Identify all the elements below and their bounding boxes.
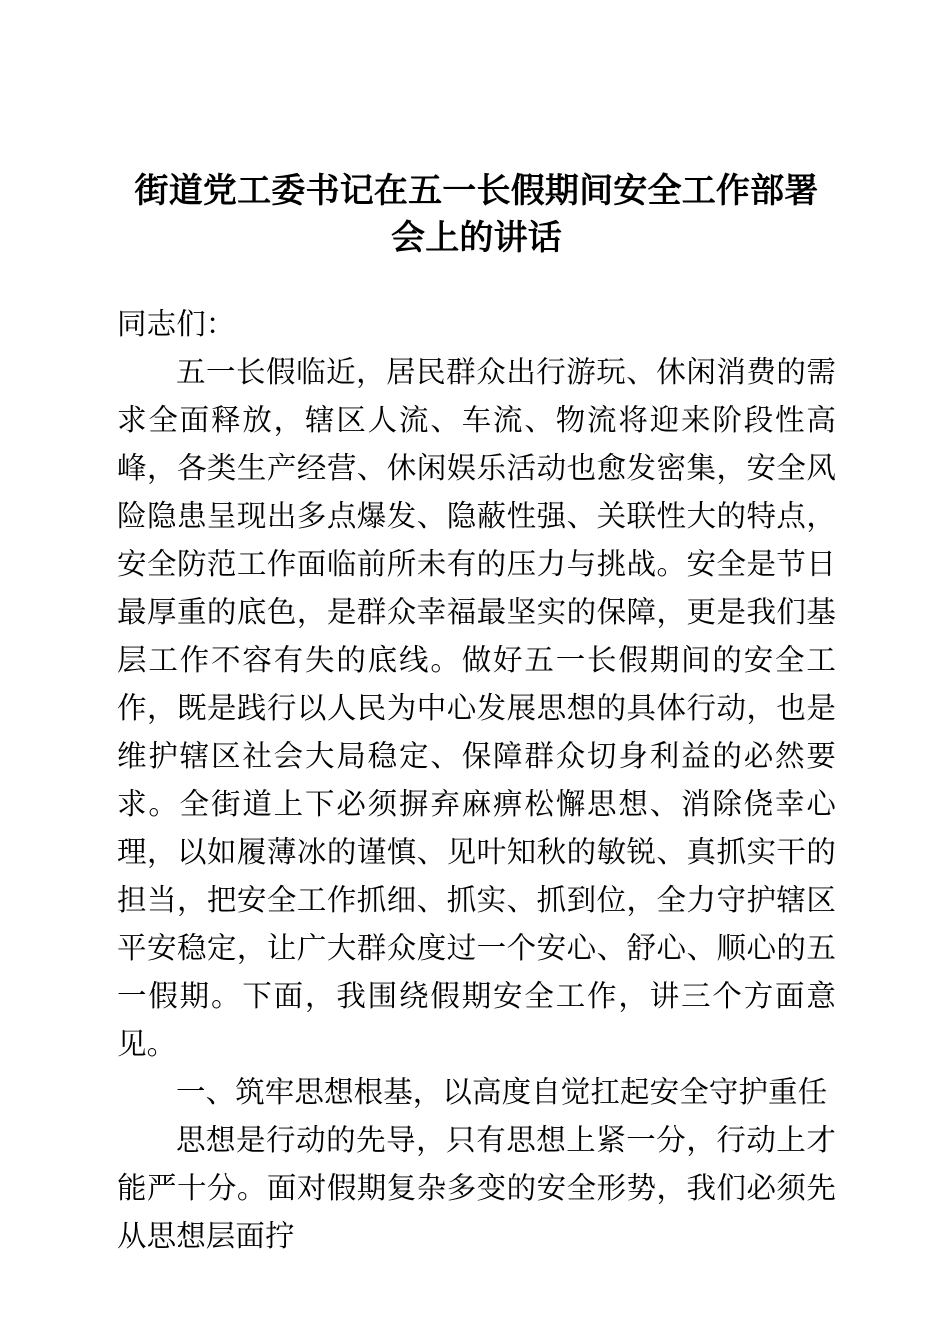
salutation: 同志们： xyxy=(117,308,236,341)
section-heading-one: 一、筑牢思想根基，以高度自觉扛起安全守护重任 xyxy=(176,1076,828,1109)
document-text-block xyxy=(117,168,836,1261)
paragraph-section-one-body: 思想是行动的先导，只有思想上紧一分，行动上才能严十分。面对假期复杂多变的安全形势，我们必须先从思想层面拧 xyxy=(117,1124,836,1253)
page-title: 街道党工委书记在五一长假期间安全工作部署会上的讲话 xyxy=(134,172,819,257)
paragraph-opening: 五一长假临近，居民群众出行游玩、休闲消费的需求全面释放，辖区人流、车流、物流将迎来阶段性高峰，各类生产经营、休闲娱乐活动也愈发密集，安全风险隐患呈现出多点爆发、隐蔽性强、关联性大的特点，安全防范工作面临前所未有的压力与挑战。安全是节日最厚重的底色，是群众幸福最坚实的保障，更是我们基层工作不容有失的底线。做好五一长假期间的安全工作，既是践行以人民为中心发展思想的具体行动，也是维护辖区社会大局稳定、保障群众切身利益的必然要求。全街道上下必须摒弃麻痹松懈思想、消除侥幸心理，以如履薄冰的谨慎、见叶知秋的敏锐、真抓实干的担当，把安全工作抓细、抓实、抓到位，全力守护辖区平安稳定，让广大群众度过一个安心、舒心、顺心的五一假期。下面，我围绕假期安全工作，讲三个方面意见。 xyxy=(117,356,836,1061)
